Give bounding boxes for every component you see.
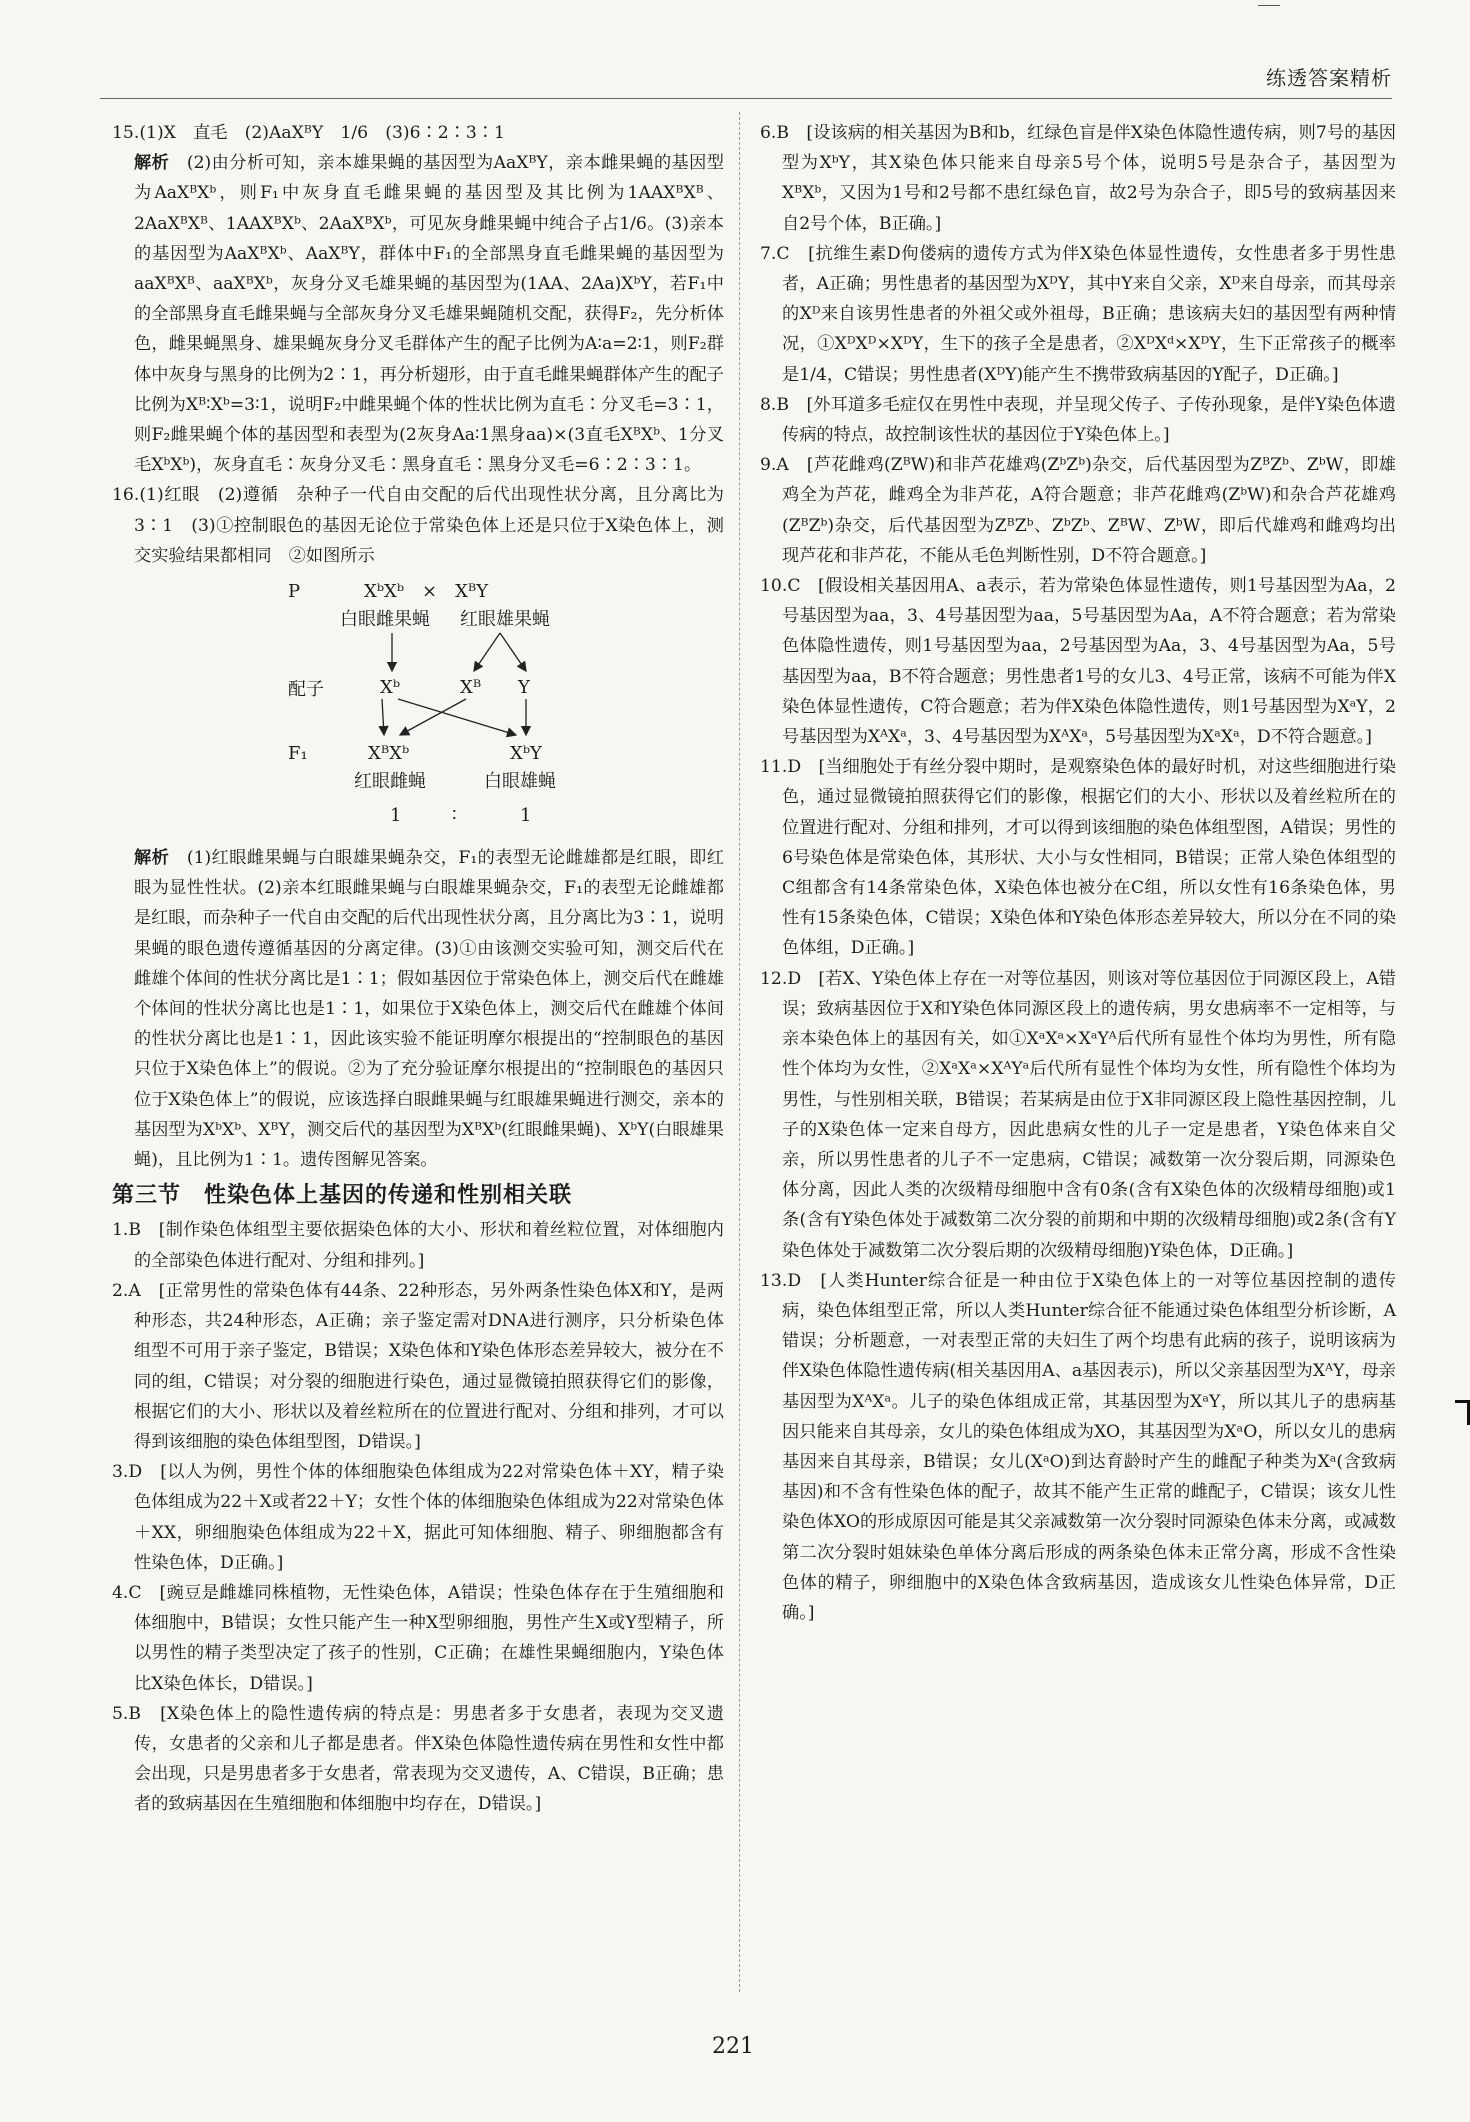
section-title: 第三节 性染色体上基因的传递和性别相关联 [112, 1183, 573, 1209]
ratio-right: 1 [520, 805, 532, 827]
right-column [760, 118, 1396, 1628]
arrow-xb-to-f1-female [382, 699, 384, 735]
answer-12: 12.D [若X、Y染色体上存在一对等位基因，则该对等位基因位于同源区段上，A错误；致病基因位于X和Y染色体同源区段上的遗传病，男女患病率不一定相等，与亲本染色体上的基因有关，如①XᵃXᵃ×XᵃYᴬ后代所有显性个体均为男性，所有隐性个体均为女性，②XᵃXᵃ×XᴬYᵃ后代所有显性个体均为女性，所有隐性个体均为男性，与性别相关联，B错误；若某病是由位于X非同源区段上隐性基因控制，儿子的X染色体一定来自母方，因此患病女性的儿子一定是患者，Y染色体来自父亲，所以男性患者的儿子不一定患病，C错误；减数第一次分裂后期，同源染色体分离，因此人类的次级精母细胞中含有0条(含有X染色体的次级精母细胞)或1条(含有Y染色体处于减数第二次分裂的前期和中期的次级精母细胞)或2条(含有Y染色体处于减数第二次分裂后期的次级精母细胞)Y染色体，D正确。] [760, 968, 1396, 1261]
p-cross: XᵇXᵇ × XᴮY [364, 581, 489, 603]
q15-answer: 15.(1)X 直毛 (2)AaXᴮY 1/6 (3)6∶2∶3∶1 [112, 123, 505, 143]
male-parent-label: 红眼雄果蝇 [460, 609, 550, 631]
gamete-Y: Y [518, 677, 530, 699]
q15-analysis [112, 148, 724, 480]
f1-label: F₁ [288, 743, 308, 765]
column-divider [739, 112, 740, 1992]
q16-analysis-label: 解析 [134, 848, 170, 869]
answer-7: 7.C [抗维生素D佝偻病的遗传方式为伴X染色体显性遗传，女性患者多于男性患者，A正确；男性患者的基因型为XᴰY，其中Y来自父亲，Xᴰ来自母亲，而其母亲的Xᴰ来自该男性患者的外祖父或外祖母，B正确；患该病夫妇的基因型有两种情况，①XᴰXᴰ×XᴰY，生下的孩子全是患者，②XᴰXᵈ×XᴰY，生下正常孩子的概率是1/4，C错误；男性患者(XᴰY)能产生不携带致病基因的Y配子，D正确。] [760, 243, 1396, 385]
answer-4: 4.C [豌豆是雌雄同株植物，无性染色体，A错误；性染色体存在于生殖细胞和体细胞中，B错误；女性只能产生一种X型卵细胞，男性产生X或Y型精子，所以男性的精子类型决定了孩子的性别，C正确；在雄性果蝇细胞内，Y染色体比X染色体长，D错误。] [112, 1582, 724, 1694]
answer-10: 10.C [假设相关基因用A、a表示，若为常染色体显性遗传，则1号基因型为Aa，2号基因型为aa，3、4号基因型为aa，5号基因型为Aa，A不符合题意；若为常染色体隐性遗传，则1号基因型为aa，2号基因型为Aa，3、4号基因型为Aa，5号基因型为aa，B不符合题意；男性患者1号的女儿3、4号正常，该病不可能为伴X染色体显性遗传，C符合题意；若为伴X染色体隐性遗传，则1号基因型为XᵃY，2号基因型为XᴬXᵃ，3、4号基因型为XᴬXᵃ，5号基因型为XᵃXᵃ，D不符合题意。] [760, 576, 1396, 748]
f1-female-phenotype: 红眼雌蝇 [354, 771, 426, 793]
answer-3: 3.D [以人为例，男性个体的体细胞染色体组成为22对常染色体＋XY，精子染色体组成为22＋X或者22＋Y；女性个体的体细胞染色体组成为22对常染色体＋XX，卵细胞染色体组成为22＋X，据此可知体细胞、精子、卵细胞都含有性染色体，D正确。] [112, 1462, 724, 1573]
answer-11: 11.D [当细胞处于有丝分裂中期时，是观察染色体的最好时机，对这些细胞进行染色，通过显微镜拍照获得它们的影像，根据它们的大小、形状以及着丝粒所在的位置进行配对、分组和排列，才可以得到该细胞的染色体组型图，A错误；男性的6号染色体是常染色体，其形状、大小与女性相同，B错误；正常人染色体组型的C组都含有14条常染色体，X染色体也被分在C组，所以女性有16条染色体，男性有15条染色体，C错误；X染色体和Y染色体形态差异较大，所以分在不同的染色体组，D正确。] [760, 757, 1396, 959]
page-number: 221 [712, 2034, 754, 2059]
q16-answer: 16.(1)红眼 (2)遵循 杂种子一代自由交配的后代出现性状分离，且分离比为3∶1 (3)①控制眼色的基因无论位于常染色体上还是只位于X染色体上，测交实验结果都相同 ②如图所示 [112, 485, 724, 566]
female-parent-label: 白眼雌果蝇 [340, 609, 430, 631]
gamete-xb: Xᵇ [380, 677, 401, 699]
genetic-cross-diagram [112, 575, 724, 837]
f1-female-genotype: XᴮXᵇ [368, 743, 410, 765]
top-edge-mark [1258, 0, 1280, 6]
f1-male-genotype: XᵇY [510, 743, 542, 765]
q15-analysis-label: 解析 [134, 153, 170, 174]
page-header-title: 练透答案精析 [1266, 66, 1392, 90]
header-rule [100, 98, 1392, 99]
arrow-male-gamete-y [500, 633, 526, 671]
edge-bracket-mark [1455, 1400, 1470, 1425]
ratio-left: 1 [390, 805, 402, 827]
q16-analysis-text: (1)红眼雌果蝇与白眼雄果蝇杂交，F₁的表型无论雌雄都是红眼，即红眼为显性性状。(2)亲本红眼雌果蝇与白眼雄果蝇杂交，F₁的表型无论雌雄都是红眼，而杂种子一代自由交配的后代出现性状分离，且分离比为3∶1，说明果蝇的眼色遗传遵循基因的分离定律。(3)①由该测交实验可知，测交后代在雌雄个体间的性状分离比是1∶1；假如基因位于常染色体上，测交后代在雌雄个体间的性状分离比也是1∶1，如果位于X染色体上，测交后代在雌雄个体间的性状分离比也是1∶1，因此该实验不能证明摩尔根提出的“控制眼色的基因只位于X染色体上”的假说。②为了充分验证摩尔根提出的“控制眼色的基因只位于X染色体上”的假说，应该选择白眼雌果蝇与红眼雄果蝇进行测交，亲本的基因型为XᵇXᵇ、XᴮY，测交后代的基因型为XᴮXᵇ(红眼雌果蝇)、XᵇY(白眼雄果蝇)，且比例为1∶1。遗传图解见答案。 [134, 848, 724, 1171]
answer-6: 6.B [设该病的相关基因为B和b，红绿色盲是伴X染色体隐性遗传病，则7号的基因型为XᵇY，其X染色体只能来自母亲5号个体，说明5号是杂合子，基因型为XᴮXᵇ，又因为1号和2号都不患红绿色盲，故2号为杂合子，即5号的致病基因来自2号个体，B正确。] [760, 123, 1396, 234]
answer-9: 9.A [芦花雌鸡(ZᴮW)和非芦花雄鸡(ZᵇZᵇ)杂交，后代基因型为ZᴮZᵇ、ZᵇW，即雄鸡全为芦花，雌鸡全为非芦花，A符合题意；非芦花雌鸡(ZᵇW)和杂合芦花雄鸡(ZᴮZᵇ)杂交，后代基因型为ZᴮZᵇ、ZᵇZᵇ、ZᴮW、ZᵇW，即后代雄鸡和雌鸡均出现芦花和非芦花，不能从毛色判断性别，D不符合题意。] [760, 455, 1396, 566]
answer-1: 1.B [制作染色体组型主要依据染色体的大小、形状和着丝粒位置，对体细胞内的全部染色体进行配对、分组和排列。] [112, 1220, 724, 1271]
arrow-male-gamete-xb [474, 633, 500, 671]
q15-analysis-text: (2)由分析可知，亲本雄果蝇的基因型为AaXᴮY，亲本雌果蝇的基因型为AaXᴮXᵇ，则F₁中灰身直毛雌果蝇的基因型及其比例为1AAXᴮXᴮ、2AaXᴮXᴮ、1AAXᴮXᵇ、2AaXᴮXᵇ，可见灰身雌果蝇中纯合子占1/6。(3)亲本的基因型为AaXᴮXᵇ、AaXᴮY，群体中F₁的全部黑身直毛雌果蝇的基因型为aaXᴮXᴮ、aaXᴮXᵇ，灰身分叉毛雄果蝇的基因型为(1AA、2Aa)XᵇY，若F₁中的全部黑身直毛雌果蝇与全部灰身分叉毛雄果蝇随机交配，获得F₂，先分析体色，雌果蝇黑身、雄果蝇灰身分叉毛群体产生的配子比例为A∶a=2∶1，则F₂群体中灰身与黑身的比例为2∶1，再分析翅形，由于直毛雌果蝇群体产生的配子比例为Xᴮ∶Xᵇ=3∶1，说明F₂中雌果蝇个体的性状比例为直毛∶分叉毛=3∶1，则F₂雌果蝇个体的基因型和表型为(2灰身Aa∶1黑身aa)×(3直毛XᴮXᵇ、1分叉毛XᵇXᵇ)，灰身直毛∶灰身分叉毛∶黑身直毛∶黑身分叉毛=6∶2∶3∶1。 [134, 153, 724, 476]
answer-8: 8.B [外耳道多毛症仅在男性中表现，并呈现父传子、子传孙现象，是伴Y染色体遗传病的特点，故控制该性状的基因位于Y染色体上。] [760, 394, 1396, 446]
answer-2: 2.A [正常男性的常染色体有44条、22种形态，另外两条性染色体X和Y，是两种形态，共24种形态，A正确；亲子鉴定需对DNA进行测序，只分析染色体组型不可用于亲子鉴定，B错误；X染色体和Y染色体形态差异较大，被分在不同的组，C错误；对分裂的细胞进行染色，通过显微镜拍照获得它们的影像，根据它们的大小、形状以及着丝粒所在的位置进行配对、分组和排列，才可以得到该细胞的染色体组型图，D错误。] [112, 1280, 724, 1452]
gamete-XB: Xᴮ [460, 677, 482, 699]
p-label: P [288, 581, 301, 603]
left-column [112, 118, 724, 1820]
answer-13: 13.D [人类Hunter综合征是一种由位于X染色体上的一对等位基因控制的遗传病，染色体组型正常，所以人类Hunter综合征不能通过染色体组型分析诊断，A错误；分析题意，一对表型正常的夫妇生了两个均患有此病的孩子，说明该病为伴X染色体隐性遗传病(相关基因用A、a基因表示)，所以父亲基因型为XᴬY，母亲基因型为XᴬXᵃ。儿子的染色体组成正常，其基因型为XᵃY，所以其儿子的患病基因只能来自其母亲，女儿的染色体组成为XO，其基因型为XᵃO，所以女儿的患病基因来自其母亲，B错误；女儿(XᵃO)到达育龄时产生的雌配子种类为Xᵃ(含致病基因)和不含有性染色体的配子，故其不能产生正常的雌配子，C错误；该女儿性染色体XO的形成原因可能是其父亲减数第一次分裂时同源染色体未分离，或减数第二次分裂时姐妹染色单体分离后形成的两条染色体未正常分离，形成不含性染色体的精子，卵细胞中的X染色体含致病基因，造成该女儿性染色体异常，D正确。] [760, 1270, 1396, 1623]
f1-male-phenotype: 白眼雄蝇 [484, 771, 556, 793]
ratio-colon: ∶ [452, 805, 457, 827]
answer-5: 5.B [X染色体上的隐性遗传病的特点是：男患者多于女患者，表现为交叉遗传，女患者的父亲和儿子都是患者。伴X染色体隐性遗传病在男性和女性中都会出现，只是男患者多于女患者，常表现为交叉遗传，A、C错误，B正确；患者的致病基因在生殖细胞和体细胞中均存在，D错误。] [112, 1703, 724, 1815]
gamete-label: 配子 [288, 679, 324, 701]
q16-analysis [112, 843, 724, 1175]
